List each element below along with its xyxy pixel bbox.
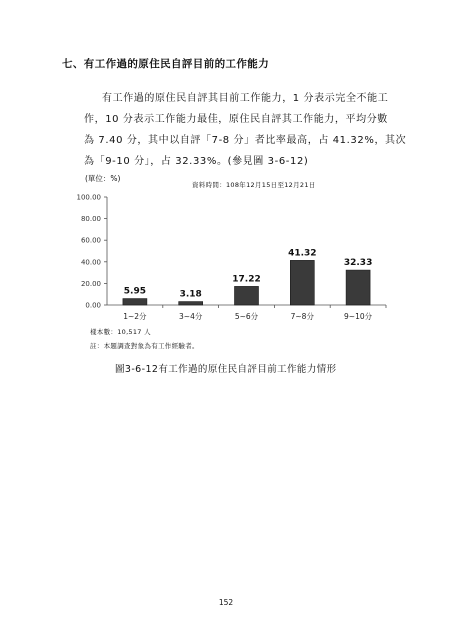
data-label: 32.33 (343, 258, 373, 269)
paragraph-line: 作，10 分表示工作能力最佳，原住民自評其工作能力，平均分數 (84, 114, 388, 125)
x-tick-label: 3~4分 (179, 312, 203, 321)
sample-size-note: 樣本數：10,517 人 (90, 328, 151, 336)
x-tick-label: 5~6分 (234, 312, 259, 321)
bar-5 (346, 270, 370, 305)
figure-caption: 圖3-6-12有工作過的原住民自評目前工作能力情形 (115, 364, 337, 375)
paragraph-line: 為 7.40 分，其中以自評「7-8 分」者比率最高，占 41.32%，其次 (84, 135, 407, 146)
bar-1 (123, 299, 147, 305)
bar-chart (70, 185, 390, 325)
paragraph-line: 有工作過的原住民自評其目前工作能力，1 分表示完全不能工 (102, 93, 389, 104)
x-tick-label: 1~2分 (123, 312, 147, 321)
bar-4 (290, 260, 314, 305)
section-heading: 七、有工作過的原住民自評目前的工作能力 (62, 58, 270, 70)
data-label: 5.95 (123, 286, 147, 297)
x-tick-label: 7~8分 (290, 312, 314, 321)
paragraph-line: 為「9-10 分」，占 32.33%。(參見圖 3-6-12) (84, 156, 309, 167)
data-label: 41.32 (288, 248, 317, 259)
x-tick-label: 9~10分 (344, 312, 373, 321)
bar-2 (179, 302, 203, 305)
data-label: 17.22 (232, 274, 261, 285)
y-tick-label: 60.00 (80, 236, 101, 245)
unit-label: (單位：%) (85, 174, 121, 183)
source-note: 資料時間：108年12月15日至12月21日 (192, 181, 316, 189)
y-tick-label: 100.00 (76, 193, 101, 202)
y-tick-label: 40.00 (80, 258, 101, 267)
y-tick-label: 80.00 (80, 215, 101, 224)
bar-3 (235, 286, 259, 305)
body-paragraph (84, 88, 407, 172)
scope-note: 註：本題調查對象為有工作經驗者。 (90, 342, 199, 350)
data-label: 3.18 (179, 289, 202, 300)
y-tick-label: 20.00 (80, 279, 101, 288)
y-tick-label: 0.00 (85, 301, 101, 310)
page-number: 152 (218, 598, 234, 607)
